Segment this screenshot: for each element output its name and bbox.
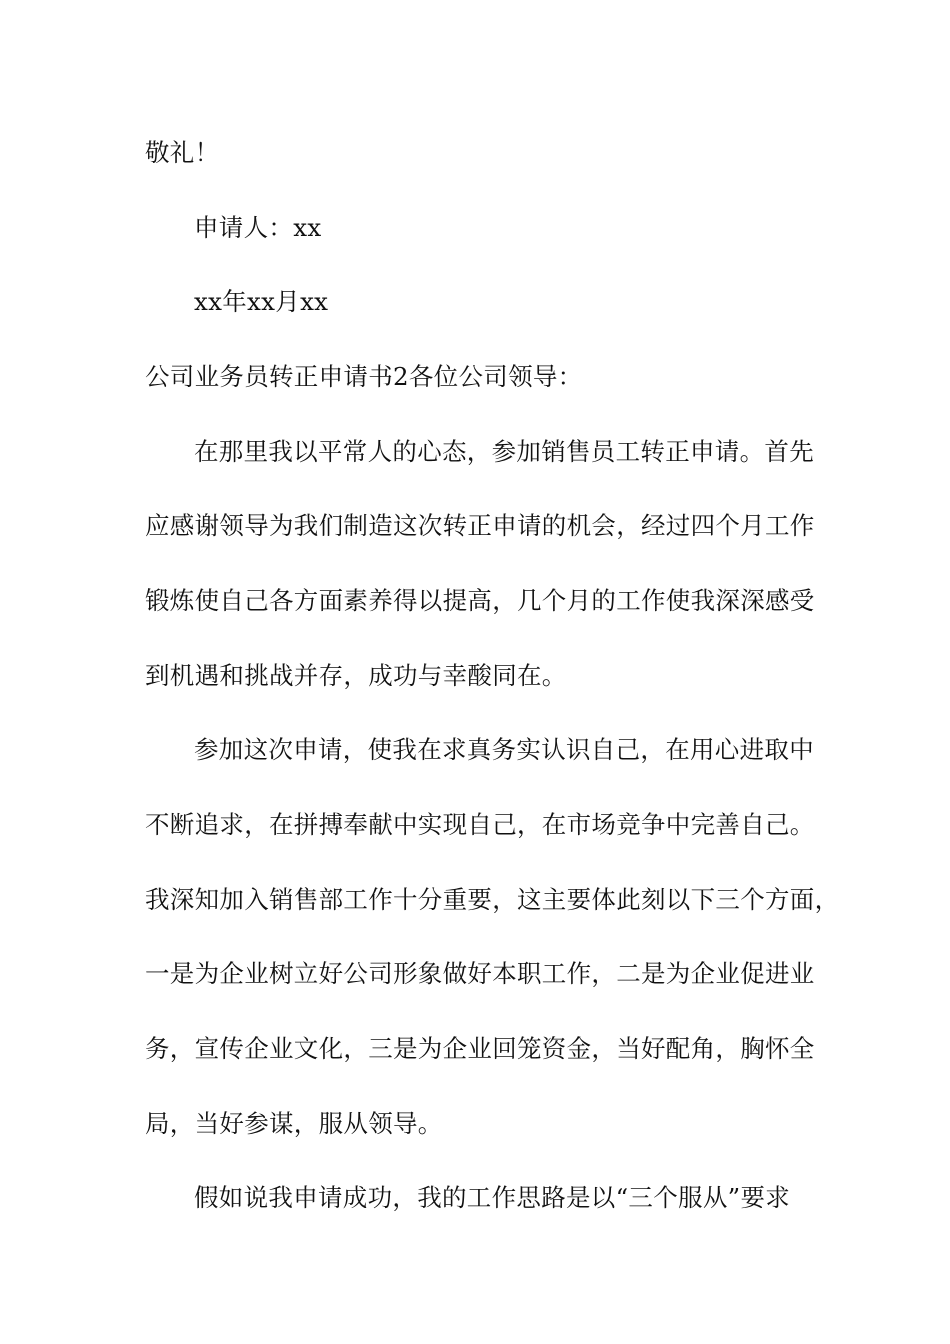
body-text-line: 锻炼使自己各方面素养得以提高，几个月的工作使我深深感受 xyxy=(145,586,815,615)
closing-salutation: 敬礼！ xyxy=(145,138,220,167)
body-text-line: 应感谢领导为我们制造这次转正申请的机会，经过四个月工作 xyxy=(145,511,815,540)
body-text-line: 到机遇和挑战并存，成功与幸酸同在。 xyxy=(145,661,567,690)
body-text-line: 一是为企业树立好公司形象做好本职工作，二是为企业促进业 xyxy=(145,959,815,988)
section-heading: 公司业务员转正申请书2各位公司领导： xyxy=(145,362,583,391)
body-text-line: 在那里我以平常人的心态，参加销售员工转正申请。首先 xyxy=(194,437,814,466)
body-text-line: 局，当好参谋，服从领导。 xyxy=(145,1109,443,1138)
date-line: xx年xx月xx xyxy=(194,287,329,316)
body-text-line: 不断追求，在拼搏奉献中实现自己，在市场竞争中完善自己。 xyxy=(145,810,815,839)
body-text-line: 务，宣传企业文化，三是为企业回笼资金，当好配角，胸怀全 xyxy=(145,1034,815,1063)
body-text-line: 参加这次申请，使我在求真务实认识自己，在用心进取中 xyxy=(194,735,814,764)
applicant-line: 申请人：xx xyxy=(194,213,322,242)
body-text-line: 我深知加入销售部工作十分重要，这主要体此刻以下三个方面， xyxy=(145,885,840,914)
body-text-line: 假如说我申请成功，我的工作思路是以“三个服从”要求 xyxy=(194,1183,791,1212)
